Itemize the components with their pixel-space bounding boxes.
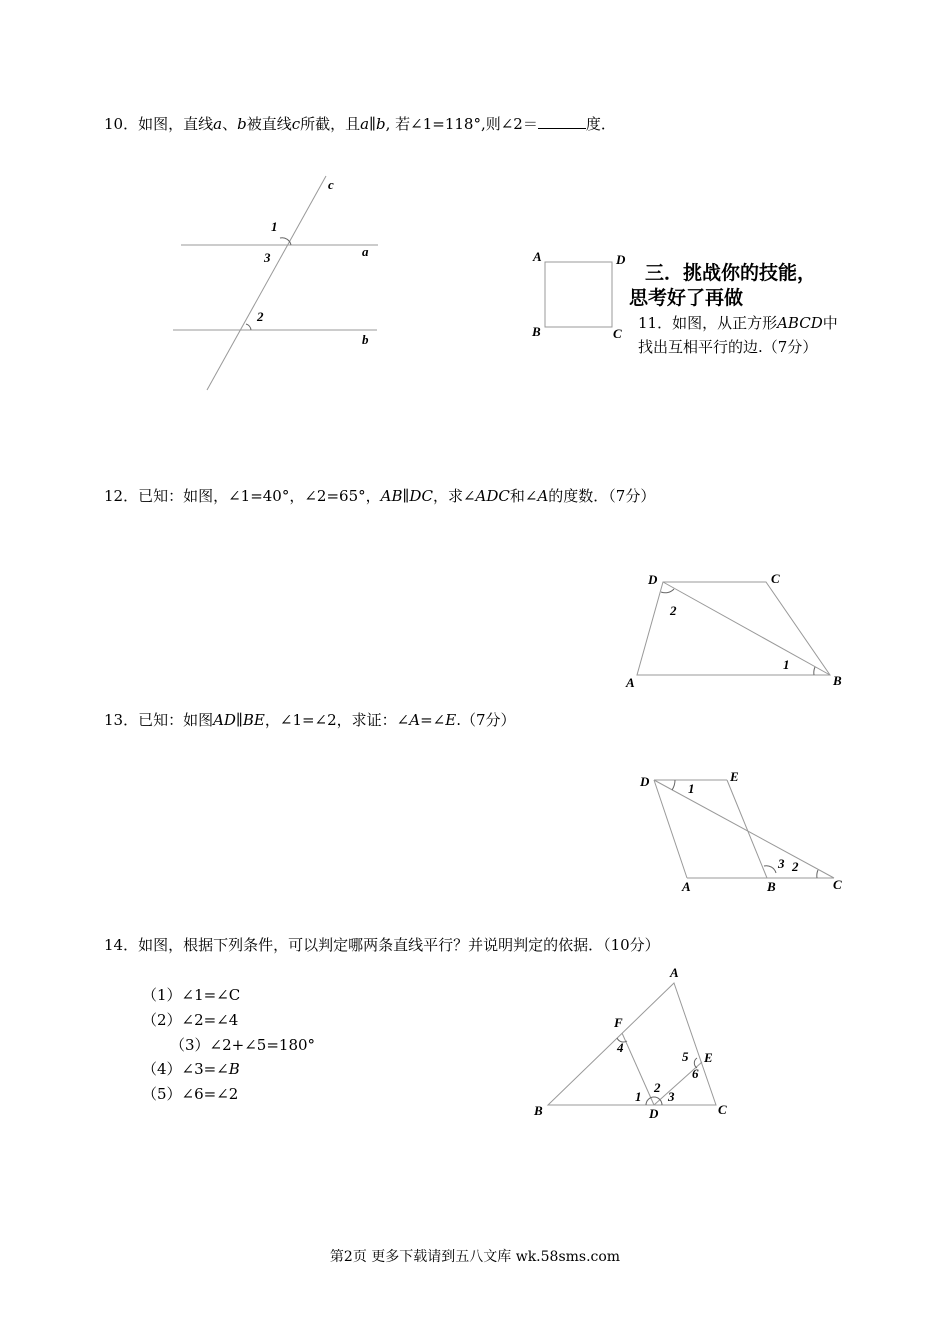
triangle-abc [548,983,716,1105]
label-B: B [534,1103,543,1118]
label-A: A [626,675,635,690]
label-D: D [640,774,650,789]
label-angle-1: 1 [635,1089,642,1104]
section-heading-line1: 三．挑战你的技能， [645,262,817,284]
q14-condition-1: （1）∠1=∠C [142,986,241,1004]
q11-text-line2: 找出互相平行的边.（7分） [638,338,818,356]
label-angle-1: 1 [271,219,278,234]
label-angle-1: 1 [783,657,790,672]
label-F: F [614,1015,623,1030]
label-angle-2: 2 [257,309,264,324]
label-angle-3: 3 [264,250,271,265]
label-C: C [833,877,842,892]
label-C: C [718,1102,727,1117]
label-a: a [362,244,369,259]
label-B: B [532,324,541,339]
label-angle-6: 6 [692,1066,699,1081]
label-D: D [648,572,658,587]
label-B: B [833,673,842,688]
q13-text: 13．已知：如图AD∥BE，∠1=∠2，求证：∠A=∠E.（7分） [104,711,516,729]
q10-number: 10 [104,115,124,133]
label-C: C [771,571,780,586]
label-angle-3: 3 [668,1089,675,1104]
label-c: c [328,177,334,192]
label-C: C [613,326,622,341]
label-B: B [767,879,776,894]
label-angle-2: 2 [670,603,677,618]
q14-condition-4: （4）∠3=∠B [142,1060,240,1078]
label-angle-1: 1 [688,781,695,796]
label-E: E [704,1050,713,1065]
q14-condition-3: （3）∠2+∠5=180° [170,1036,316,1054]
label-angle-2: 2 [654,1080,661,1095]
label-A: A [682,879,691,894]
q14-text: 14．如图，根据下列条件，可以判定哪两条直线平行？并说明判定的依据．（10分） [104,936,660,954]
q14-condition-2: （2）∠2=∠4 [142,1011,239,1029]
label-D: D [649,1106,659,1121]
label-angle-3: 3 [778,856,785,871]
label-D: D [616,252,626,267]
q11-text-line1: 11．如图，从正方形ABCD中 [638,314,838,332]
q12-text: 12．已知：如图，∠1=40°，∠2=65°，AB∥DC，求∠ADC和∠A的度数．（7分） [104,487,656,505]
label-A: A [670,965,679,980]
page-footer: 第2页 更多下载请到五八文库 wk.58sms.com [329,1249,621,1265]
label-angle-4: 4 [617,1040,624,1055]
section-heading-line2: 思考好了再做 [629,287,744,309]
label-b: b [362,332,369,347]
q14-condition-5: （5）∠6=∠2 [142,1085,239,1103]
label-angle-5: 5 [682,1049,689,1064]
label-angle-2: 2 [792,859,799,874]
label-A: A [533,249,542,264]
q10-text: 10．如图，直线a、b被直线c所截，且a∥b, 若∠1=118°,则∠2＝ 度． [104,115,616,133]
label-E: E [730,769,739,784]
